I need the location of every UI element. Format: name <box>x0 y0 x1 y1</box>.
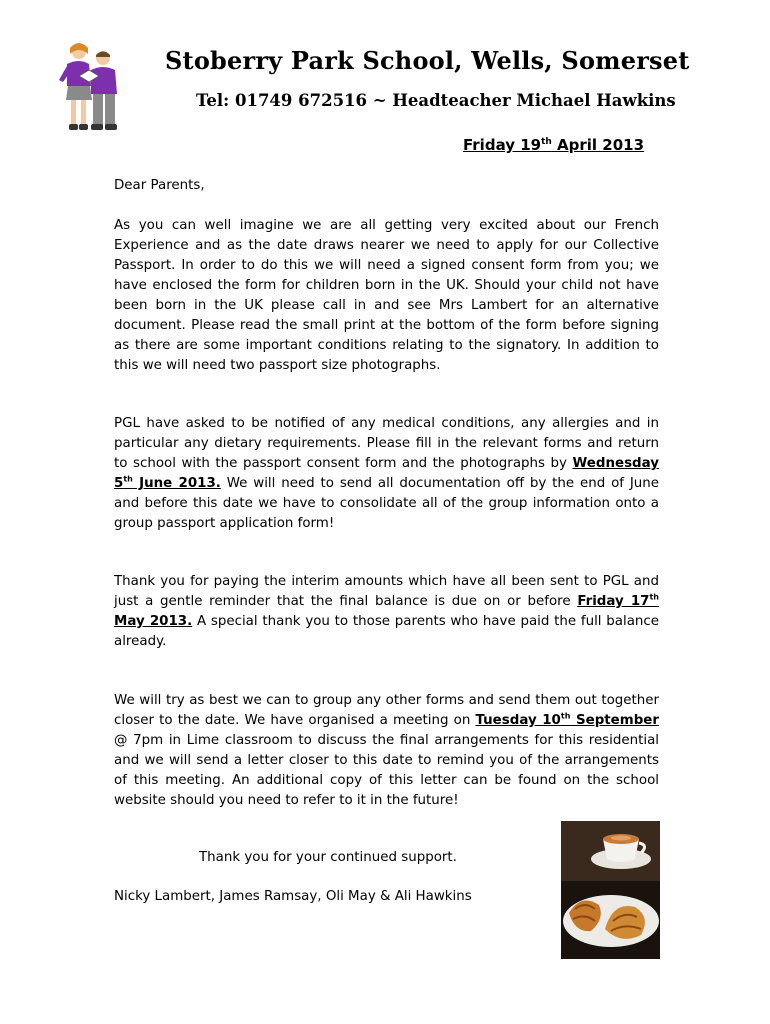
school-name: Stoberry Park School, Wells, Somerset <box>165 46 690 75</box>
date-month-year: April 2013 <box>551 136 645 154</box>
school-logo <box>55 40 127 134</box>
closing-thanks: Thank you for your continued support. <box>199 850 457 865</box>
paragraph-medical <box>114 414 659 534</box>
paragraph-payment-text-b: A special thank you to those parents who have paid the full balance already. <box>114 614 659 649</box>
school-contact: Tel: 01749 672516 ~ Headteacher Michael Hawkins <box>196 91 676 110</box>
coffee-croissant-photo <box>561 821 660 959</box>
meeting-date: Tuesday 10th September <box>475 711 659 728</box>
paragraph-meeting-text-a: We will try as best we can to group any other forms and send them out together closer to the date. We have organised a meeting on <box>114 693 659 728</box>
letter-date <box>463 136 644 154</box>
paragraph-passport: As you can well imagine we are all getting very excited about our French Experience and as the date draws nearer we need to apply for our Collective Passport. In order to do this we will need a signed consent form from you; we have enclosed the form for children born in the UK. Should your child not have been born in the UK please call in and see Mrs Lambert for an alternative document. Please read the small print at the bottom of the form before signing as there are some important conditions relating to the signatory. In addition to this we will need two passport size photographs. <box>114 218 659 373</box>
balance-due-date: Friday 17th May 2013. <box>114 592 660 629</box>
date-day: Friday 19 <box>463 136 542 154</box>
paragraph-payment <box>114 572 659 652</box>
date-suffix: th <box>541 137 552 147</box>
deadline-date: Wednesday 5th June 2013. <box>114 456 659 491</box>
signatories: Nicky Lambert, James Ramsay, Oli May & Ali Hawkins <box>114 889 472 904</box>
paragraph-meeting-text-b: @ 7pm in Lime classroom to discuss the final arrangements for this residential and we will send a letter closer to this date to remind you of the arrangements of this meeting. An additional copy of this letter can be found on the school website should you need to refer to it in the future! <box>114 733 659 808</box>
paragraph-medical-text-a: PGL have asked to be notified of any medical conditions, any allergies and in particular any dietary requirements. Please fill in the relevant forms and return to school with the passport consent form and the photographs by <box>114 416 659 471</box>
paragraph-medical-text-b: We will need to send all documentation off by the end of June and before this date we have to consolidate all of the group information onto a group passport application form! <box>114 476 659 531</box>
paragraph-meeting <box>114 691 659 811</box>
salutation: Dear Parents, <box>114 178 205 193</box>
paragraph-payment-text-a: Thank you for paying the interim amounts which have all been sent to PGL and just a gentle reminder that the final balance is due on or before <box>114 574 659 609</box>
